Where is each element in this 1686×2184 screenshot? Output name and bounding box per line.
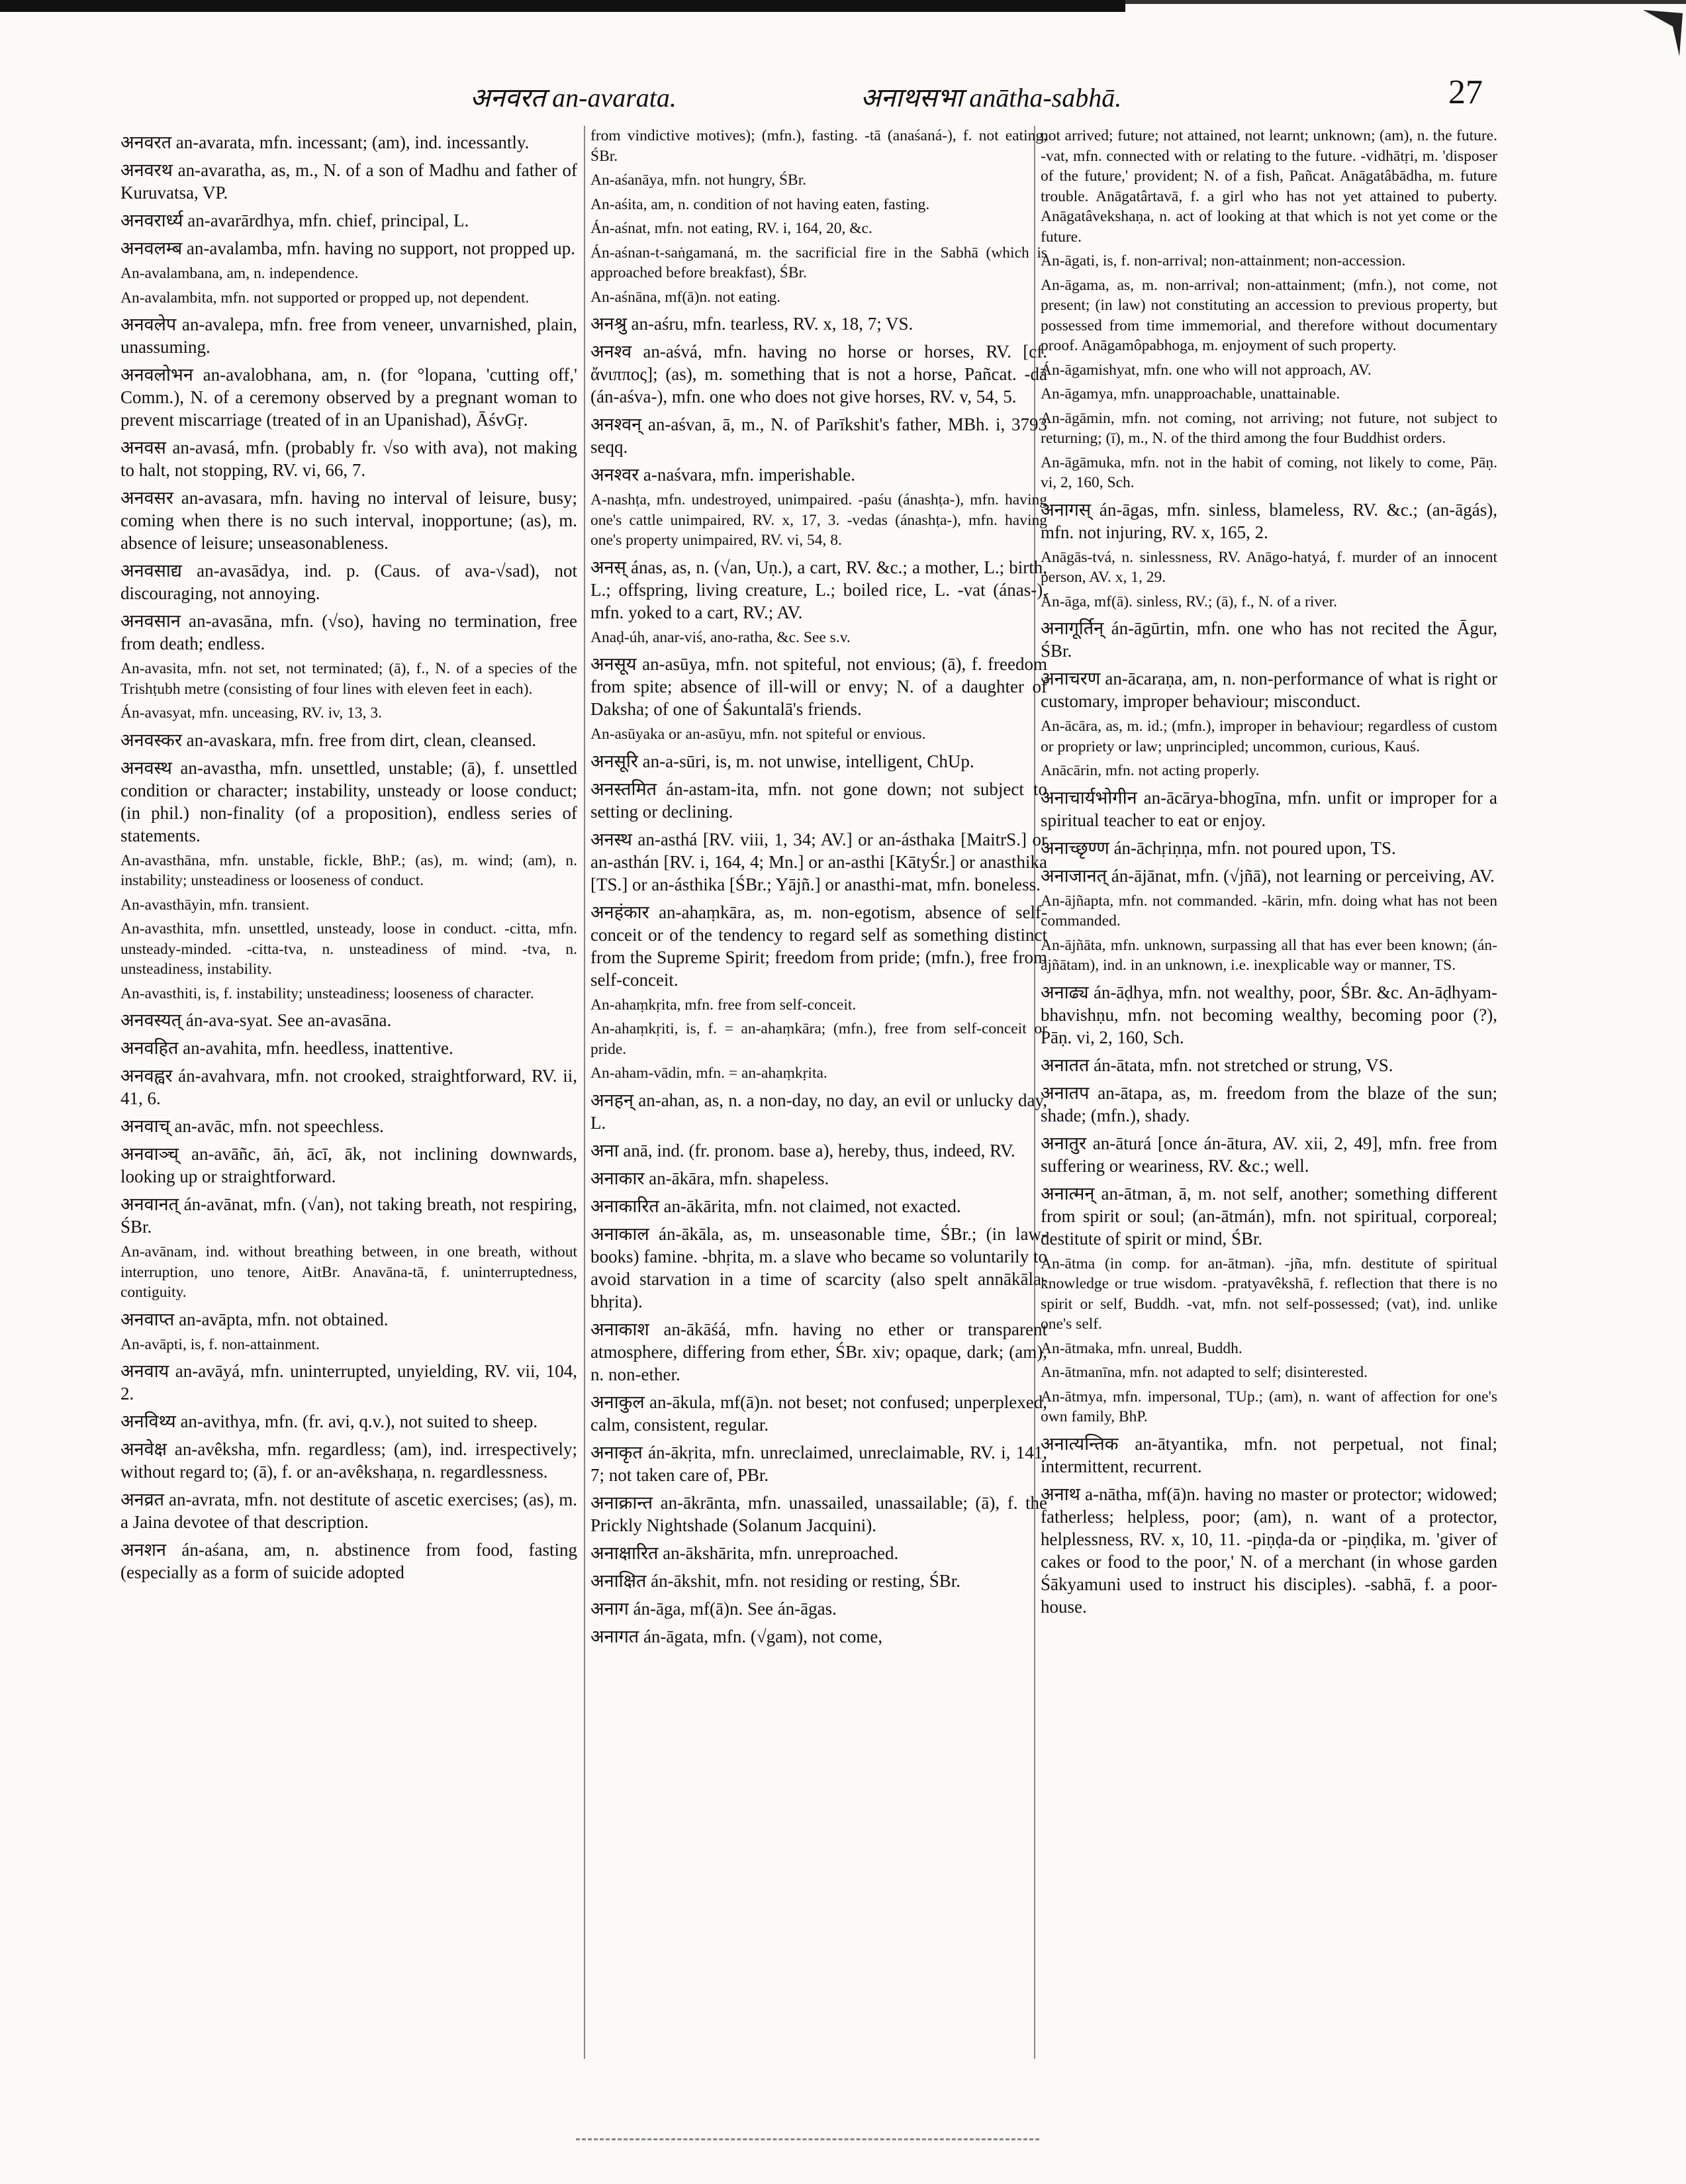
dictionary-entry: An-āgamya, mfn. unapproachable, unattainable. [1041,385,1340,403]
dictionary-entry: अनवलेप an-avalepa, mfn. free from veneer, unvarnished, plain, unassuming. [120,314,577,357]
dictionary-entry: अनवसाद्य an-avasādya, ind. p. (Caus. of ava-√sad), not discouraging, not annoying. [120,561,577,603]
dictionary-entry: अनाजानत् án-ājānat, mfn. (√jñā), not learning or perceiving, AV. [1041,865,1495,886]
dictionary-entry: An-āgama, as, m. non-arrival; non-attainment; (mfn.), not come, not present; (in law) not constituting an accession to previous property, but possessed from time immemorial, and therefore without documentary proof. Anāgamôpabhoga, m. enjoyment of such property. [1041,276,1497,354]
dictionary-entry: A-nashṭa, mfn. undestroyed, unimpaired. -paśu (ánashṭa-), mfn. having one's cattle unimpaired, RV. x, 17, 3. -vedas (ánashṭa-), mfn. having one's property unimpaired, RV. vi, 54, 8. [590,491,1047,549]
dictionary-entry: अनवरार्ध्य an-avarārdhya, mfn. chief, principal, L. [120,211,469,230]
dictionary-entry: Án-avasyat, mfn. unceasing, RV. iv, 13, 3. [120,704,382,722]
dictionary-entry: अनागूर्तिन् án-āgūrtin, mfn. one who has not recited the Āgur, ŚBr. [1041,618,1497,661]
dictionary-entry: अनवरथ an-avaratha, as, m., N. of a son of Madhu and father of Kuruvatsa, VP. [120,160,577,203]
dictionary-entry: अनश्व an-aśvá, mfn. having no horse or horses, RV. [cf. ἄνιππος]; (as), m. something that is not a horse, Pañcat. -dā (án-aśva-), mfn. one who does not give horses, RV. v, 54, 5. [590,342,1047,406]
page-header [119,73,1483,124]
dictionary-entry: not arrived; future; not attained, not learnt; unknown; (am), n. the future. -vat, mfn. connected with or relating to the future. -vidhātṛi, m. 'disposer of the future,' provident; N. of a fish, Pañcat. Anāgatâbādha, m. future trouble. Anāgatârtavā, f. a girl who has not yet attained to puberty. Anāgatâvekshaṇa, n. act of looking at that which is not yet come or the future. [1041,127,1497,246]
dictionary-entry: अनाकारित an-ākārita, mfn. not claimed, not exacted. [590,1196,961,1216]
dictionary-entry: अनवसर an-avasara, mfn. having no interval of leisure, busy; coming when there is no such interval, inopportune; (as), m. absence of leisure; unseasonableness. [120,488,577,553]
dictionary-entry: An-ahaṃkṛiti, is, f. = an-ahaṃkāra; (mfn.), free from self-conceit or pride. [590,1020,1047,1058]
dictionary-entry: अनविथ्य an-avithya, mfn. (fr. avi, q.v.), not suited to sheep. [120,1411,538,1431]
dictionary-entry: अनाचार्यभोगीन an-ācārya-bhogīna, mfn. unfit or improper for a spiritual teacher to eat or enjoy. [1041,787,1497,830]
top-edge-bar-right [1125,0,1686,4]
dictionary-entry: An-asūyaka or an-asūyu, mfn. not spiteful or envious. [590,726,926,743]
dictionary-entry: Án-āgamishyat, mfn. one who will not approach, AV. [1041,361,1372,379]
dictionary-entry: अनाकुल an-ākula, mf(ā)n. not beset; not confused; unperplexed, calm, consistent, regular. [590,1392,1047,1435]
dictionary-entry: अना anā, ind. (fr. pronom. base a), hereby, thus, indeed, RV. [590,1140,1015,1161]
dictionary-entry: अनाग án-āga, mf(ā)n. See án-āgas. [590,1598,837,1619]
dictionary-entry: अनस्तमित án-astam-ita, mfn. not gone down; not subject to setting or declining. [590,779,1047,822]
dictionary-entry: An-ājñapta, mfn. not commanded. -kārin, mfn. doing what has not been commanded. [1041,892,1497,929]
column-2 [590,126,1047,2059]
dictionary-entry: अनवाप्त an-avāpta, mfn. not obtained. [120,1309,389,1329]
column-1 [120,126,577,2059]
dictionary-entry: अनाक्षित án-ākshit, mfn. not residing or resting, ŚBr. [590,1570,961,1591]
dictionary-entry: अनश्वन् an-aśvan, ā, m., N. of Parīkshit's father, MBh. i, 3793 seqq. [590,414,1047,457]
dictionary-entry: अनश्रु an-aśru, mfn. tearless, RV. x, 18, 7; VS. [590,314,913,334]
dictionary-entry: अनात्मन् an-ātman, ā, m. not self, another; something different from spirit or soul; (an-ātmán), mfn. not spiritual, corporeal; destitute of spirit or mind, ŚBr. [1041,1183,1497,1249]
dictionary-entry: अनाच्छृण्ण án-āchṛiṇṇa, mfn. not poured upon, TS. [1041,837,1396,858]
dictionary-entry: अनागत án-āgata, mfn. (√gam), not come, [590,1626,883,1646]
column-3 [1041,126,1497,2059]
dictionary-entry: An-ātmya, mfn. impersonal, TUp.; (am), n. want of affection for one's own family, BhP. [1041,1388,1497,1425]
dictionary-entry: अनवरत an-avarata, mfn. incessant; (am), ind. incessantly. [120,132,530,152]
dictionary-entry: अनातुर an-āturá [once án-ātura, AV. xii, 2, 49], mfn. free from suffering or weariness, RV. &c.; well. [1041,1133,1497,1176]
dictionary-entry: अनवस्थ an-avastha, mfn. unsettled, unstable; (ā), f. unsettled condition or character; instability, unsteady or loose conduct; (in phil.) non-finality (of a proposition), endless series of statements. [120,757,577,845]
dictionary-entry: An-avānam, ind. without breathing between, in one breath, without interruption, uno tenore, AitBr. Anavāna-tā, f. uninterruptedness, contiguity. [120,1243,577,1301]
dictionary-entry: An-avalambita, mfn. not supported or propped up, not dependent. [120,289,530,307]
dictionary-entry: अनस्थ an-asthá [RV. viii, 1, 34; AV.] or an-ásthaka [MaitrS.] or an-asthán [RV. i, 164, 4; Mn.] or an-asthi [KātyŚr.] or anasthika [TS.] or an-ásthika [ŚBr.; Yājñ.] or anasthi-mat, mfn. boneless. [590,829,1047,894]
dictionary-entry: An-avasthāyin, mfn. transient. [120,896,310,914]
dictionary-entry: An-āgāmuka, mfn. not in the habit of coming, not likely to come, Pāṇ. vi, 2, 160, Sch. [1041,453,1497,491]
corner-mark-icon [1640,7,1686,60]
dictionary-entry: अनाढ्य án-āḍhya, mfn. not wealthy, poor, ŚBr. &c. An-āḍhyam-bhavishṇu, mfn. not becoming wealthy, becoming poor (?), Pāṇ. vi, 2, 160, Sch. [1041,982,1497,1047]
dictionary-entry: अनाकाश an-ākāśá, mfn. having no ether or transparent atmosphere, differing from ether, ŚBr. xiv; opaque, dark; (am), n. non-ether. [590,1319,1047,1384]
page-number: 27 [1448,73,1483,111]
dictionary-entry: Án-āga, mf(ā). sinless, RV.; (ā), f., N. of a river. [1041,593,1337,610]
dictionary-entry: Án-aśnat, mfn. not eating, RV. i, 164, 20, &c. [590,220,872,237]
dictionary-entry: अनवाञ्च् an-avāñc, āṅ, ācī, āk, not inclining downwards, looking up or straightforward. [120,1144,577,1186]
column-rule [584,126,585,2059]
dictionary-entry: अनवाय an-avāyá, mfn. uninterrupted, unyielding, RV. vii, 104, 2. [120,1361,577,1403]
dictionary-entry: Anaḍ-úh, anar-viś, ano-ratha, &c. See s.v. [590,628,851,646]
dictionary-entry: An-aśanāya, mfn. not hungry, ŚBr. [590,171,807,189]
dictionary-entry: An-ahaṃkṛita, mfn. free from self-conceit. [590,996,857,1014]
dictionary-entry: अनवस्यत् án-ava-syat. See an-avasāna. [120,1010,392,1030]
dictionary-entry: An-aham-vādin, mfn. = an-ahaṃkṛita. [590,1065,827,1082]
dictionary-entry: अनवसान an-avasāna, mfn. (√so), having no termination, free from death; endless. [120,611,577,653]
dictionary-entry: अनवह्वर án-avahvara, mfn. not crooked, straightforward, RV. ii, 41, 6. [120,1066,577,1108]
header-left-guideword: अनवरत an-avarata. [470,83,677,113]
dictionary-entry: अनातप an-ātapa, as, m. freedom from the blaze of the sun; shade; (mfn.), shady. [1041,1082,1497,1125]
dictionary-entry: from vindictive motives); (mfn.), fasting. -tā (anaśaná-), f. not eating, ŚBr. [590,127,1047,165]
dictionary-entry: अनात्यन्तिक an-ātyantika, mfn. not perpetual, not final; intermittent, recurrent. [1041,1433,1497,1476]
dictionary-entry: अनवलम्ब an-avalamba, mfn. having no support, not propped up. [120,238,575,258]
dictionary-entry: An-āgāmin, mfn. not coming, not arriving; not future, not subject to returning; (ī), m., N. of the third among the four Buddhist orders. [1041,409,1497,447]
dictionary-entry: अनवलोभन an-avalobhana, am, n. (for °lopana, 'cutting off,' Comm.), N. of a ceremony observed by a pregnant woman to prevent miscarriage (treated of in an Upanishad), ĀśvGṛ. [120,365,577,430]
dictionary-entry: An-avasthāna, mfn. unstable, fickle, BhP.; (as), m. wind; (am), n. instability; unsteadiness or looseness of conduct. [120,851,577,889]
dictionary-entry: An-avasita, mfn. not set, not terminated; (ā), f., N. of a species of the Trishṭubh metre (consisting of four lines with eleven feet in each). [120,660,577,698]
dictionary-entry: अनाक्रान्त an-ākrānta, mfn. unassailed, unassailable; (ā), f. the Prickly Nightshade (Solanum Jacquini). [590,1492,1047,1535]
dictionary-entry: अनहन् an-ahan, as, n. a non-day, no day, an evil or unlucky day, L. [590,1090,1047,1133]
dictionary-entry: An-ātma (in comp. for an-ātman). -jña, mfn. destitute of spiritual knowledge or true wisdom. -pratyavêkshā, f. reflection that there is no spirit or self, Buddh. -vat, mfn. not self-possessed; (vat), ind. unlike one's self. [1041,1255,1497,1333]
dictionary-entry: An-ātmanīna, mfn. not adapted to self; disinterested. [1041,1364,1368,1381]
dictionary-entry: अनश्वर a-naśvara, mfn. imperishable. [590,465,856,485]
dictionary-entry: An-avalambana, am, n. independence. [120,265,359,282]
dictionary-entry: अनसूय an-asūya, mfn. not spiteful, not envious; (ā), f. freedom from spite; absence of ill-will or envy; N. of a daughter of Daksha; of one of Śakuntalā's friends. [590,654,1047,719]
dictionary-entry: अनाथ a-nātha, mf(ā)n. having no master or protector; widowed; fatherless; helpless, poor; (am), n. want of a protector, helplessness, RV. x, 10, 11. -piṇḍa-da or -piṇḍika, m. 'giver of cakes or food to the poor,' N. of a merchant (in whose garden Śākyamuni used to instruct his disciples). -sabhā, f. a poor-house. [1041,1484,1497,1617]
dictionary-entry: अनवस an-avasá, mfn. (probably fr. √so with ava), not making to halt, not stopping, RV. vi, 66, 7. [120,438,577,480]
dictionary-entry: An-avasthita, mfn. unsettled, unsteady, loose in conduct. -citta, mfn. unsteady-minded. -citta-tva, n. unsteadiness of mind. -tva, n. unsteadiness, instability. [120,920,577,978]
dictionary-entry: An-ātmaka, mfn. unreal, Buddh. [1041,1339,1242,1357]
bottom-edge-mark [576,2138,1039,2147]
dictionary-entry: अनवस्कर an-avaskara, mfn. free from dirt, clean, cleansed. [120,730,537,750]
dictionary-entry: Anācārin, mfn. not acting properly. [1041,762,1260,779]
dictionary-entry: अनव्रत an-avrata, mfn. not destitute of ascetic exercises; (as), m. a Jaina devotee of that description. [120,1490,577,1532]
dictionary-entry: An-avāpti, is, f. non-attainment. [120,1335,320,1353]
dictionary-entry: अनसूरि an-a-sūri, is, m. not unwise, intelligent, ChUp. [590,751,974,771]
dictionary-entry: An-aśnāna, mf(ā)n. not eating. [590,288,781,306]
dictionary-entry: अनवानत् án-avānat, mfn. (√an), not taking breath, not respiring, ŚBr. [120,1194,577,1237]
dictionary-entry: An-ājñāta, mfn. unknown, surpassing all that has ever been known; (án-ājñātam), ind. in an unknown, i.e. inexplicable way or manner, TS. [1041,936,1497,974]
dictionary-entry: An-āgati, is, f. non-arrival; non-attainment; non-accession. [1041,252,1406,269]
dictionary-entry: अनाकृत án-ākṛita, mfn. unreclaimed, unreclaimable, RV. i, 141, 7; not taken care of, PBr. [590,1442,1047,1485]
dictionary-entry: अनवहित an-avahita, mfn. heedless, inattentive. [120,1038,453,1058]
dictionary-entry: अनवाच् an-avāc, mfn. not speechless. [120,1116,384,1136]
dictionary-entry: अनाकार an-ākāra, mfn. shapeless. [590,1168,829,1188]
dictionary-entry: अनशन án-aśana, am, n. abstinence from food, fasting (especially as a form of suicide adopted [120,1540,577,1582]
dictionary-entry: An-ācāra, as, m. id.; (mfn.), improper in behaviour; regardless of custom or propriety or law; unprincipled; uncommon, curious, Kauś. [1041,718,1497,755]
dictionary-entry: अनातत án-ātata, mfn. not stretched or strung, VS. [1041,1055,1393,1075]
header-right-guideword: अनाथसभा anātha-sabhā. [861,83,1122,113]
dictionary-entry: अनहंकार an-ahaṃkāra, as, m. non-egotism, absence of self-conceit or of the tendency to regard self as something distinct from the Supreme Spirit; freedom from pride; (mfn.), free from self-conceit. [590,902,1047,990]
top-edge-bar [0,0,1125,12]
dictionary-entry: An-aśita, am, n. condition of not having eaten, fasting. [590,195,930,213]
dictionary-entry: Anāgās-tvá, n. sinlessness, RV. Anāgo-hatyá, f. murder of an innocent person, AV. x, 1, 29. [1041,548,1497,586]
dictionary-entry: अनस् ánas, as, n. (√an, Uṇ.), a cart, RV. &c.; a mother, L.; birth, L.; offspring, living creature, L.; boiled rice, L. -vat (ánas-), mfn. yoked to a cart, RV.; AV. [590,557,1047,622]
dictionary-entry: Án-aśnan-t-saṅgamaná, m. the sacrificial fire in the Sabhā (which is approached before breakfast), ŚBr. [590,244,1047,281]
dictionary-entry: अनाक्षारित an-ākshārita, mfn. unreproached. [590,1543,899,1563]
dictionary-entry: अनाकाल án-ākāla, as, m. unseasonable time, ŚBr.; (in law-books) famine. -bhṛita, m. a slave who became so voluntarily to avoid starvation in a time of scarcity (also spelt annākāla-bhṛita). [590,1223,1047,1311]
dictionary-entry: An-avasthiti, is, f. instability; unsteadiness; looseness of character. [120,984,534,1002]
dictionary-entry: अनागस् án-āgas, mfn. sinless, blameless, RV. &c.; (an-āgás), mfn. not injuring, RV. x, 165, 2. [1041,499,1497,542]
dictionary-entry: अनाचरण an-ācaraṇa, am, n. non-performance of what is right or customary, improper behaviour; misconduct. [1041,669,1497,711]
dictionary-entry: अनवेक्ष an-avêksha, mfn. regardless; (am), ind. irrespectively; without regard to; (ā), f. or an-avêkshaṇa, n. regardlessness. [120,1439,577,1482]
